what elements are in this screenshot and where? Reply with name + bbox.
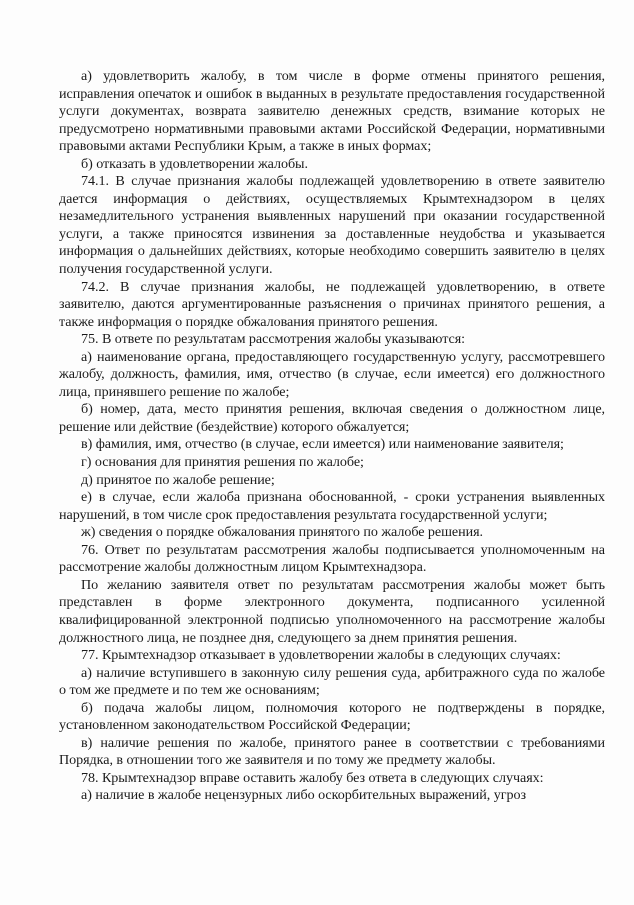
paragraph-77: 77. Крымтехнадзор отказывает в удовлетворении жалобы в следующих случаях: (81, 647, 561, 664)
paragraph-76-electronic: По желанию заявителя ответ по результатам рассмотрения жалобы может быть представлен в форме электронного документа, подписанного усиленной квалифицированной электронной подписью уполномоченного на рассмотрение жалобы должностного лица, не позднее дня, следующего за днем принятия решения. (59, 576, 605, 646)
paragraph-77-a: а) наличие вступившего в законную силу решения суда, арбитражного суда по жалобе о том же предмете и по тем же основаниям; (59, 664, 605, 699)
paragraph-78: 78. Крымтехнадзор вправе оставить жалобу без ответа в следующих случаях: (81, 769, 544, 786)
paragraph-complaint-option-b: б) отказать в удовлетворении жалобы. (81, 155, 308, 172)
paragraph-75-g: г) основания для принятия решения по жалобе; (81, 454, 364, 471)
paragraph-75-b: б) номер, дата, место принятия решения, включая сведения о должностном лице, решение или действие (бездействие) которого обжалуется; (59, 401, 605, 435)
paragraph-78-a: а) наличие в жалобе нецензурных либо оскорбительных выражений, угроз (81, 787, 526, 804)
paragraph-75-v: в) фамилия, имя, отчество (в случае, если имеется) или наименование заявителя; (81, 436, 564, 453)
paragraph-77-b: б) подача жалобы лицом, полномочия которого не подтверждены в порядке, установленном законодательством Российской Федерации; (59, 699, 605, 734)
paragraph-75-zh: ж) сведения о порядке обжалования принятого по жалобе решения. (81, 524, 484, 541)
paragraph-75: 75. В ответе по результатам рассмотрения жалобы указываются: (81, 331, 466, 348)
paragraph-75-a: а) наименование органа, предоставляющего государственную услугу, рассмотревшего жалобу, должность, фамилия, имя, отчество (в случае, если имеется) его должностного лица, принявшего решение по жалобе; (59, 348, 605, 400)
paragraph-75-e: е) в случае, если жалоба признана обоснованной, - сроки устранения выявленных нарушений, в том числе срок предоставления результата государственной услуги; (59, 489, 605, 523)
paragraph-74-1: 74.1. В случае признания жалобы подлежащей удовлетворению в ответе заявителю дается информация о действиях, осуществляемых Крымтехнадзором в целях незамедлительного устранения выявленных нарушений при оказании государственной услуги, а также приносятся извинения за доставленные неудобства и указывается информация о дальнейших действиях, которые необходимо совершить заявителю в целях получения государственной услуги. (59, 173, 605, 278)
paragraph-74-2: 74.2. В случае признания жалобы, не подлежащей удовлетворению, в ответе заявителю, даются аргументированные разъяснения о причинах принятого решения, а также информация о порядке обжалования принятого решения. (59, 278, 605, 330)
paragraph-complaint-option-a: а) удовлетворить жалобу, в том числе в форме отмены принятого решения, исправления опечаток и ошибок в выданных в результате предоставления государственной услуги документах, возврата заявителю денежных средств, взимание которых не предусмотрено нормативными правовыми актами Российской Федерации, нормативными правовыми актами Республики Крым, а также в иных формах; (59, 68, 605, 155)
paragraph-75-d: д) принятое по жалобе решение; (81, 471, 275, 488)
paragraph-77-v: в) наличие решения по жалобе, принятого ранее в соответствии с требованиями Порядка, в отношении того же заявителя и по тому же предмету жалобы. (59, 734, 605, 769)
paragraph-76: 76. Ответ по результатам рассмотрения жалобы подписывается уполномоченным на рассмотрение жалобы должностным лицом Крымтехнадзора. (59, 541, 605, 576)
